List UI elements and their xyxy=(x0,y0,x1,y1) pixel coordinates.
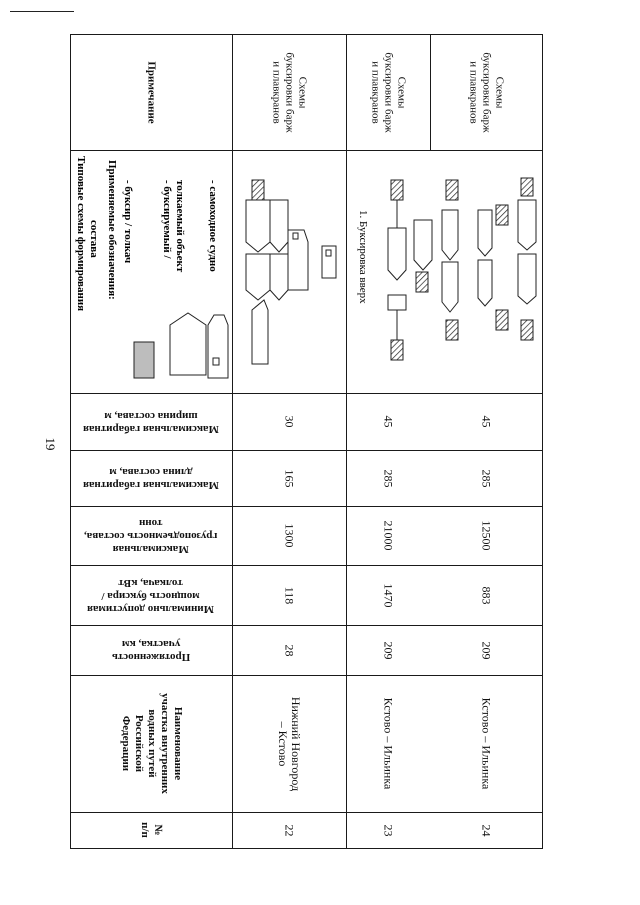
header-length-line2: участка, км xyxy=(121,638,181,650)
row23-capacity xyxy=(346,506,430,565)
row22-max-length xyxy=(232,450,346,506)
header-max-length xyxy=(70,450,232,506)
row23-length xyxy=(346,625,430,675)
row23-num xyxy=(346,812,430,848)
row24-section xyxy=(430,675,542,812)
row22-max-length-value: 165 xyxy=(282,469,297,487)
header-power-line2: мощность буксира / xyxy=(101,589,201,602)
row22-barge-4 xyxy=(270,254,288,300)
legend-panel xyxy=(70,150,232,393)
header-power-line3: толкача, кВт xyxy=(118,576,184,589)
row23-max-length-value: 285 xyxy=(381,469,396,487)
row24-note xyxy=(430,34,542,150)
row23-section xyxy=(346,675,430,812)
row22-length-value: 28 xyxy=(282,644,297,656)
schemeC-tug-2 xyxy=(446,320,458,340)
header-length xyxy=(70,625,232,675)
row24-max-width xyxy=(430,393,542,450)
header-max-width-line2: ширина состава, м xyxy=(104,409,198,422)
legend-title: Применяемые обозначения: xyxy=(106,160,118,300)
schemeE-barge-2 xyxy=(518,254,536,304)
row23-num-value: 23 xyxy=(381,824,396,836)
row24-max-length-value: 285 xyxy=(479,469,494,487)
header-section-line2: участка внутренних xyxy=(158,693,171,794)
header-num-line1: № xyxy=(151,824,164,836)
schemeE-tug-2 xyxy=(521,178,533,196)
row24-capacity-value: 12500 xyxy=(479,520,494,551)
schemeB-barge xyxy=(388,295,406,310)
row22-section-text xyxy=(276,696,302,790)
table-border-bottom xyxy=(70,848,542,849)
row23-power-value: 1470 xyxy=(381,583,396,607)
self-propelled-cabin xyxy=(213,358,219,365)
row24-length xyxy=(430,625,542,675)
row22-power-value: 118 xyxy=(282,586,297,604)
header-capacity-line1: Максимальная xyxy=(113,543,189,555)
header-length-line1: Протяженность xyxy=(111,651,191,663)
row24-section-value: Кстово – Ильинка xyxy=(479,697,494,790)
header-num xyxy=(70,812,232,848)
row22-cabin-2 xyxy=(326,250,331,256)
towing-upstream-diagram xyxy=(346,150,542,393)
header-num-line2: п/п xyxy=(138,822,151,838)
header-capacity xyxy=(70,506,232,565)
row22-max-width xyxy=(232,393,346,450)
towed-legend-icon xyxy=(170,313,206,375)
row23-length-value: 209 xyxy=(381,641,396,659)
row22-barge-2 xyxy=(246,254,270,300)
row22-num-value: 22 xyxy=(282,824,297,836)
header-max-length-line2: длина состава, м xyxy=(109,466,193,478)
header-power xyxy=(70,565,232,625)
table-border-right xyxy=(542,34,543,849)
row23-note-line3: и плавкранов xyxy=(369,60,382,124)
header-capacity-line3: тонн xyxy=(139,517,163,529)
header-max-length-text xyxy=(83,465,219,491)
row22-num xyxy=(232,812,346,848)
row23-max-width xyxy=(346,393,430,450)
header-schemes-line1: Типовые схемы формирования xyxy=(75,156,87,312)
legend-self-text: - самоходное судно xyxy=(207,180,219,272)
schemeA-tug xyxy=(391,180,403,200)
schemeA-barge-1 xyxy=(388,228,406,280)
legend-towed-text2: толкаемый объект xyxy=(174,180,186,273)
header-section-line5: Федерации xyxy=(119,715,132,772)
tug-legend-icon xyxy=(134,342,154,378)
header-max-width-line1: Максимальная габаритная xyxy=(83,422,219,435)
row22-scheme-diagram xyxy=(232,150,346,393)
schemeA-barge-2 xyxy=(414,220,432,270)
row22-tug-1 xyxy=(252,180,264,200)
row24-length-value: 209 xyxy=(479,641,494,659)
schemeE-tug xyxy=(521,320,533,340)
page-number: 19 xyxy=(43,437,58,451)
header-max-width xyxy=(70,393,232,450)
header-section-line3: водных путей xyxy=(145,709,158,778)
row23-note-line1: Схемы xyxy=(395,76,408,108)
header-max-length-line1: Максимальная габаритная xyxy=(83,479,219,491)
row23-note xyxy=(346,34,430,150)
header-notes xyxy=(70,34,232,150)
row24-note-text xyxy=(467,52,506,132)
row22-power xyxy=(232,565,346,625)
row23-24-scheme xyxy=(346,150,542,393)
header-section-line4: Российской xyxy=(132,714,145,773)
schemeB-tug xyxy=(391,340,403,360)
row23-scheme-label: 1. Буксировка вверх xyxy=(357,210,369,304)
row24-power-value: 883 xyxy=(479,586,494,604)
schemeC-barge-2 xyxy=(442,262,458,312)
header-length-text xyxy=(112,637,190,663)
row22-length xyxy=(232,625,346,675)
row24-note-line1: Схемы xyxy=(493,76,506,108)
row22-self-propelled-1 xyxy=(252,300,268,364)
row22-note-text xyxy=(270,52,309,132)
header-power-text xyxy=(87,576,214,615)
header-capacity-text xyxy=(84,516,217,555)
header-power-line1: Минимально допустимая xyxy=(87,602,215,615)
header-section-text xyxy=(119,693,184,794)
header-section-line1: Наименование xyxy=(171,706,184,781)
row24-power xyxy=(430,565,542,625)
schemeC-barge-1 xyxy=(442,210,458,260)
schemeC-tug xyxy=(446,180,458,200)
header-capacity-line2: грузоподъемность состава, xyxy=(84,530,218,542)
row22-section-line2: – Кстово xyxy=(275,721,290,766)
schemeE-barge-1 xyxy=(518,200,536,250)
row23-section-value: Кстово – Ильинка xyxy=(381,697,396,790)
schemeD-tug-2 xyxy=(496,310,508,330)
legend-towed-text1: - буксируемый / xyxy=(161,180,173,259)
row24-num xyxy=(430,812,542,848)
schemeA-tug-2 xyxy=(416,272,428,292)
row23-max-width-value: 45 xyxy=(381,415,396,428)
header-schemes-line2: состава xyxy=(88,220,100,258)
row22-note xyxy=(232,34,346,150)
legend-tug-text: - буксир / толкач xyxy=(122,180,134,264)
header-rule xyxy=(10,11,74,12)
header-section xyxy=(70,675,232,812)
row22-section xyxy=(232,675,346,812)
self-propelled-legend-icon xyxy=(208,315,228,378)
row22-barge-3 xyxy=(270,200,288,252)
row23-capacity-value: 21000 xyxy=(381,520,396,551)
header-num-text xyxy=(138,822,164,838)
row22-note-line3: и плавкранов xyxy=(270,60,283,124)
schemeD-barge-2 xyxy=(478,260,492,306)
row22-section-line1: Нижний Новгород xyxy=(288,696,303,791)
row23-max-length xyxy=(346,450,430,506)
row22-note-line1: Схемы xyxy=(296,76,309,108)
row22-cabin-1 xyxy=(293,233,298,239)
row24-num-value: 24 xyxy=(479,824,494,836)
row23-note-text xyxy=(369,52,408,132)
header-notes-text: Примечание xyxy=(145,60,158,124)
row24-note-line2: буксировки барж xyxy=(480,51,493,133)
row22-capacity-value: 1300 xyxy=(282,523,297,548)
schemeD-tug xyxy=(496,205,508,225)
row23-power xyxy=(346,565,430,625)
row22-scheme xyxy=(232,150,346,393)
header-max-width-text xyxy=(83,409,219,435)
row22-capacity xyxy=(232,506,346,565)
schemeD-barge-1 xyxy=(478,210,492,256)
row24-max-width-value: 45 xyxy=(479,415,494,428)
row24-max-length xyxy=(430,450,542,506)
row24-capacity xyxy=(430,506,542,565)
row22-note-line2: буксировки барж xyxy=(283,51,296,133)
row22-max-width-value: 30 xyxy=(282,415,297,428)
row22-barge-1 xyxy=(246,200,270,252)
row24-note-line3: и плавкранов xyxy=(467,60,480,124)
row23-note-line2: буксировки барж xyxy=(382,51,395,133)
header-schemes xyxy=(70,150,232,393)
